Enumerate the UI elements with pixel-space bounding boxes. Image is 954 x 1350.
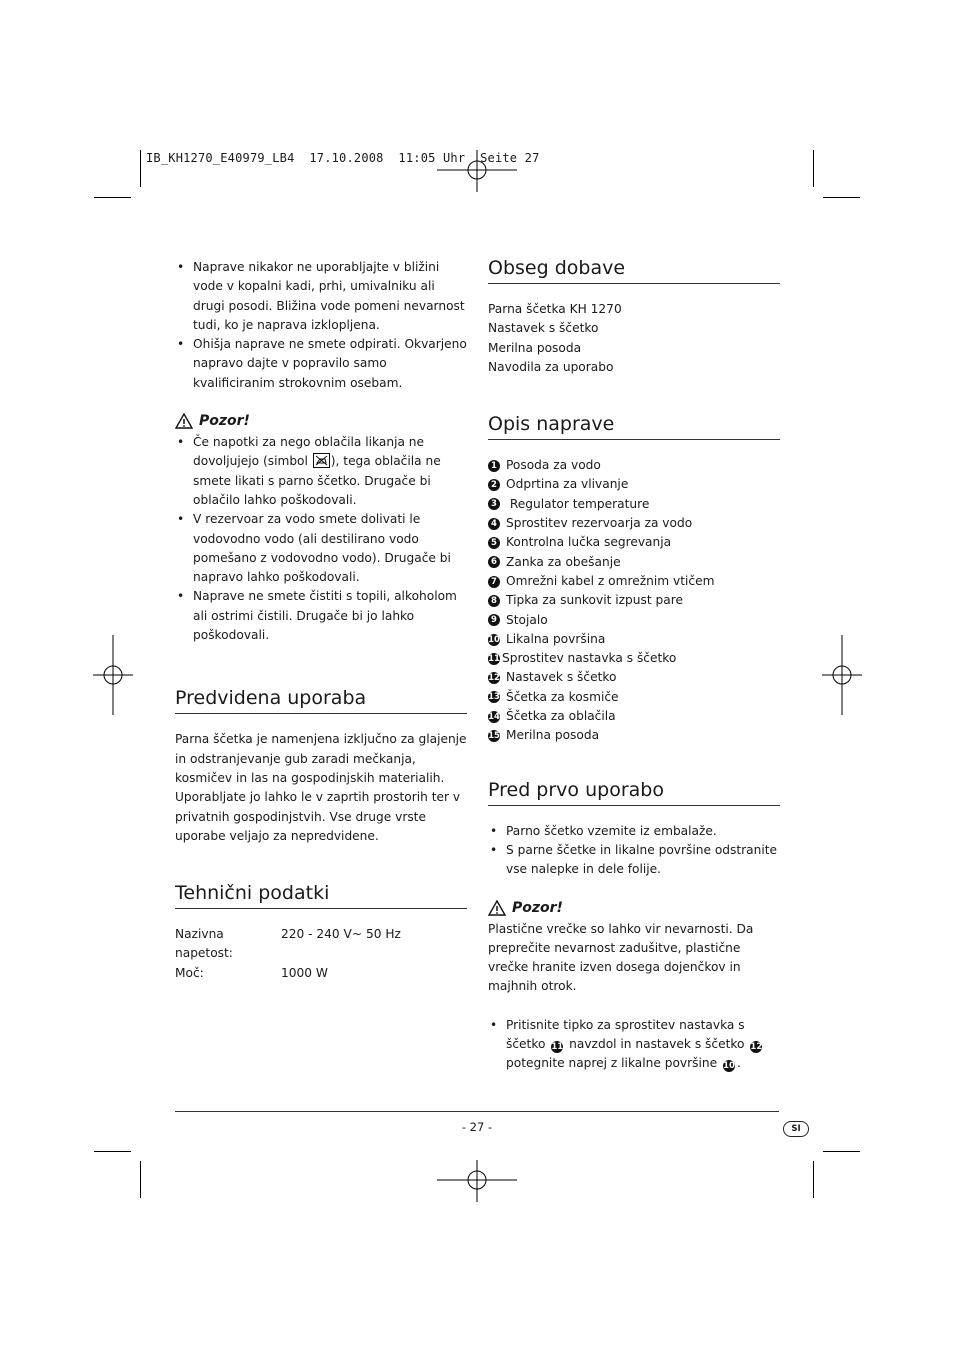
warning-icon xyxy=(488,900,506,916)
warning-label: Pozor! xyxy=(199,413,250,430)
part-number: 12 xyxy=(488,673,500,684)
part-item xyxy=(488,533,780,552)
part-label: Merilna posoda xyxy=(506,728,600,743)
part-label: Posoda za vodo xyxy=(506,458,601,473)
section-title-intended-use: Predvidena uporaba xyxy=(175,685,467,714)
part-number: 12 xyxy=(750,1042,763,1053)
instruction-list xyxy=(488,1016,780,1074)
first-use-list xyxy=(488,822,780,880)
crop-mark xyxy=(823,197,860,198)
section-title-before-first-use: Pred prvo uporabo xyxy=(488,777,780,806)
part-label: Kontrolna lučka segrevanja xyxy=(506,535,672,550)
footer-rule xyxy=(175,1111,779,1112)
crop-mark xyxy=(140,1161,141,1198)
part-item xyxy=(488,456,780,475)
section-title-scope: Obseg dobave xyxy=(488,255,780,284)
part-number: 6 xyxy=(488,556,500,568)
part-number: 8 xyxy=(488,595,500,607)
text: navzdol in nastavek s ščetko xyxy=(565,1037,749,1052)
part-label: Sprostitev nastavka s ščetko xyxy=(502,651,677,666)
list-item: • Naprave ne smete čistiti s topili, alkoholom ali ostrimi čistili. Drugače bi jo lahko poškodovali. xyxy=(175,587,467,645)
text: Če napotki za nego oblačila likanja ne dovoljujejo (simbol xyxy=(193,435,425,469)
crop-mark xyxy=(823,1151,860,1152)
part-item xyxy=(488,649,780,668)
part-item xyxy=(488,553,780,572)
tech-value: 220 - 240 V~ 50 Hz xyxy=(281,927,401,942)
part-number: 11 xyxy=(488,653,500,664)
part-item xyxy=(488,514,780,533)
list-item: Merilna posoda xyxy=(488,340,582,355)
crop-mark xyxy=(94,1151,131,1152)
crop-mark xyxy=(94,197,131,198)
list-item: Parna ščetka KH 1270 xyxy=(488,302,622,316)
list-item: • S parne ščetke in likalne površine odstranite vse nalepke in dele folije. xyxy=(488,841,780,880)
part-label: Regulator temperature xyxy=(506,496,650,511)
list-item: • Ohišja naprave ne smete odpirati. Okvarjeno napravo dajte v popravilo samo kvalificiranim strokovnim osebam. xyxy=(175,335,467,393)
scope-list xyxy=(488,300,780,377)
parts-list xyxy=(488,456,780,745)
text: ), tega oblačila ne smete likati s parno ščetko. Drugače bi oblačilo lahko poškodovali. xyxy=(193,454,441,507)
list-item xyxy=(175,433,467,510)
part-label: Sprostitev rezervoarja za vodo xyxy=(506,516,693,531)
part-label: Ščetka za oblačila xyxy=(506,709,616,724)
tech-label: Moč: xyxy=(175,965,204,980)
text: Pritisnite tipko za sprostitev nastavka s ščetko xyxy=(506,1017,745,1052)
list-item: • Parno ščetko vzemite iz embalaže. xyxy=(488,822,780,841)
tech-label: Nazivna napetost: xyxy=(175,927,233,961)
part-label: Zanka za obešanje xyxy=(506,554,621,569)
part-number: 11 xyxy=(551,1042,564,1053)
part-number: 10 xyxy=(723,1061,735,1072)
part-item xyxy=(488,572,780,591)
list-item xyxy=(488,1016,780,1074)
part-number: 7 xyxy=(488,576,500,588)
crop-mark xyxy=(813,150,814,187)
left-column xyxy=(175,258,467,983)
part-number: 1 xyxy=(488,460,500,472)
part-item xyxy=(488,707,780,726)
part-label: Odprtina za vlivanje xyxy=(506,477,629,492)
page-number: - 27 - xyxy=(461,1120,493,1134)
part-number: 9 xyxy=(488,614,500,626)
text: potegnite naprej z likalne površine xyxy=(506,1056,721,1071)
part-number: 10 xyxy=(488,634,500,645)
part-number: 13 xyxy=(488,692,500,703)
part-label: Tipka za sunkovit izpust pare xyxy=(506,593,683,608)
print-header: IB_KH1270_E40979_LB4 17.10.2008 11:05 Uhr Seite 27 xyxy=(146,151,540,165)
part-item xyxy=(488,726,780,745)
warning-text: Plastične vrečke so lahko vir nevarnosti. Da preprečite nevarnost zadušitve, plastične vrečke hranite izven dosega dojenčkov in majhnih otrok. xyxy=(488,921,754,994)
list-item: Nastavek s ščetko xyxy=(488,321,599,336)
warning-icon xyxy=(175,413,193,429)
no-steam-iron-icon xyxy=(313,453,330,468)
language-badge: SI xyxy=(783,1121,809,1137)
part-number: 3 xyxy=(488,498,500,510)
registration-mark-right xyxy=(822,635,862,715)
part-item xyxy=(488,668,780,687)
warning-list xyxy=(175,433,467,645)
part-number: 14 xyxy=(488,711,500,722)
warning-label: Pozor! xyxy=(512,899,563,916)
part-label: Ščetka za kosmiče xyxy=(506,689,619,704)
part-item xyxy=(488,688,780,707)
list-item: • V rezervoar za vodo smete dolivati le vodovodno vodo (ali destilirano vodo pomešano z vodovodno vodo). Drugače bi napravo lahko poškodovali. xyxy=(175,510,467,587)
crop-mark xyxy=(140,150,141,187)
part-item xyxy=(488,475,780,494)
crop-mark xyxy=(813,1161,814,1198)
tech-value: 1000 W xyxy=(281,965,328,980)
part-item xyxy=(488,591,780,610)
warning-heading xyxy=(488,898,780,918)
part-label: Stojalo xyxy=(506,612,548,627)
warning-heading xyxy=(175,411,467,431)
part-label: Nastavek s ščetko xyxy=(506,670,617,685)
section-title-device-description: Opis naprave xyxy=(488,411,780,440)
list-item: Navodila za uporabo xyxy=(488,359,614,374)
part-number: 2 xyxy=(488,479,500,491)
part-label: Likalna površina xyxy=(506,631,606,646)
part-number: 4 xyxy=(488,518,500,530)
part-number: 15 xyxy=(488,730,500,741)
safety-list xyxy=(175,258,467,393)
intended-use-text: Parna ščetka je namenjena izključno za glajenje in odstranjevanje gub zaradi mečkanja, kosmičev in las na gospodinjskih materialih. Uporabljate jo lahko le v zaprtih prostorih ter v privatnih gospodinjstvih. Vse druge vrste uporabe veljajo za nepredvidene. xyxy=(175,732,467,843)
registration-mark-left xyxy=(93,635,133,715)
part-item xyxy=(488,495,780,514)
part-item xyxy=(488,630,780,649)
registration-mark-bottom xyxy=(437,1160,517,1202)
right-column xyxy=(488,255,780,1074)
part-item xyxy=(488,611,780,630)
text: . xyxy=(736,1056,741,1071)
section-title-technical-data: Tehnični podatki xyxy=(175,880,467,909)
part-number: 5 xyxy=(488,537,500,549)
list-item: • Naprave nikakor ne uporabljajte v bližini vode v kopalni kadi, prhi, umivalniku ali drugi posodi. Bližina vode pomeni nevarnost tudi, ko je naprava izklopljena. xyxy=(175,258,467,335)
technical-data-table xyxy=(175,925,467,983)
part-label: Omrežni kabel z omrežnim vtičem xyxy=(506,573,715,588)
